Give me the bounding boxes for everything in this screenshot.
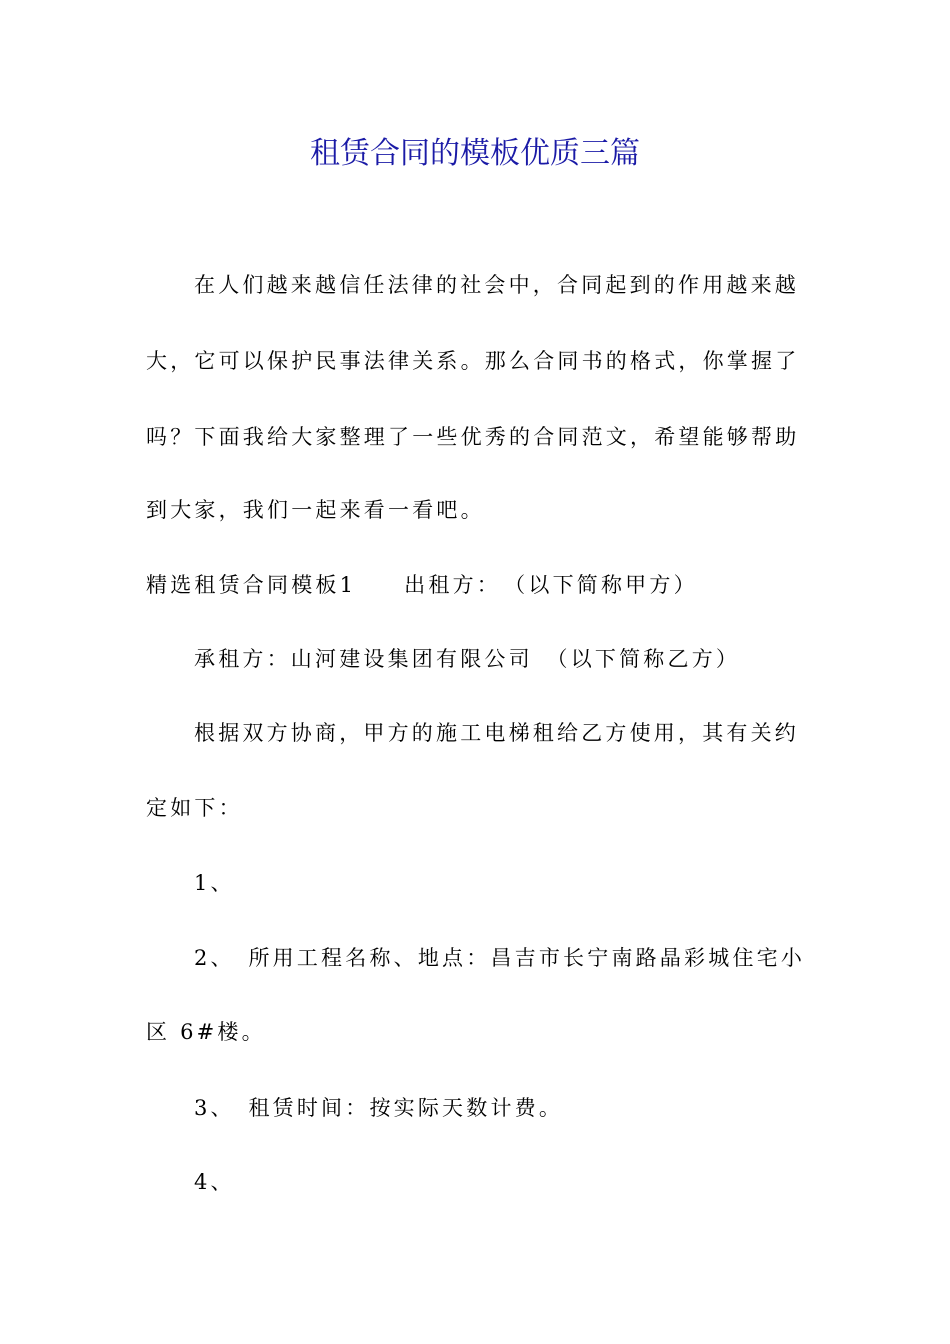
section-heading-line <box>146 570 698 600</box>
item-3: 3、 租赁时间：按实际天数计费。 <box>194 1096 564 1120</box>
item-1: 1、 <box>194 871 235 895</box>
agreement-line-1: 根据双方协商，甲方的施工电梯租给乙方使用，其有关约 <box>194 721 799 745</box>
intro-line-2: 大，它可以保护民事法律关系。那么合同书的格式，你掌握了 <box>146 349 800 373</box>
document-title: 租赁合同的模板优质三篇 <box>310 136 640 171</box>
item-2: 2、 所用工程名称、地点：昌吉市长宁南路晶彩城住宅小 <box>194 946 806 970</box>
item-4: 4、 <box>194 1170 235 1194</box>
section-heading: 精选租赁合同模板1 <box>146 573 357 597</box>
intro-line-3: 吗？下面我给大家整理了一些优秀的合同范文，希望能够帮助 <box>146 425 800 449</box>
lessee-line: 承租方：山河建设集团有限公司 （以下简称乙方） <box>194 647 741 671</box>
lessor-label: 出租方： （以下简称甲方） <box>404 573 698 597</box>
item-2-continued: 区 6#楼。 <box>146 1020 266 1044</box>
intro-line-1: 在人们越来越信任法律的社会中，合同起到的作用越来越 <box>194 273 799 297</box>
agreement-line-2: 定如下： <box>146 796 243 820</box>
intro-line-4: 到大家，我们一起来看一看吧。 <box>146 498 485 522</box>
